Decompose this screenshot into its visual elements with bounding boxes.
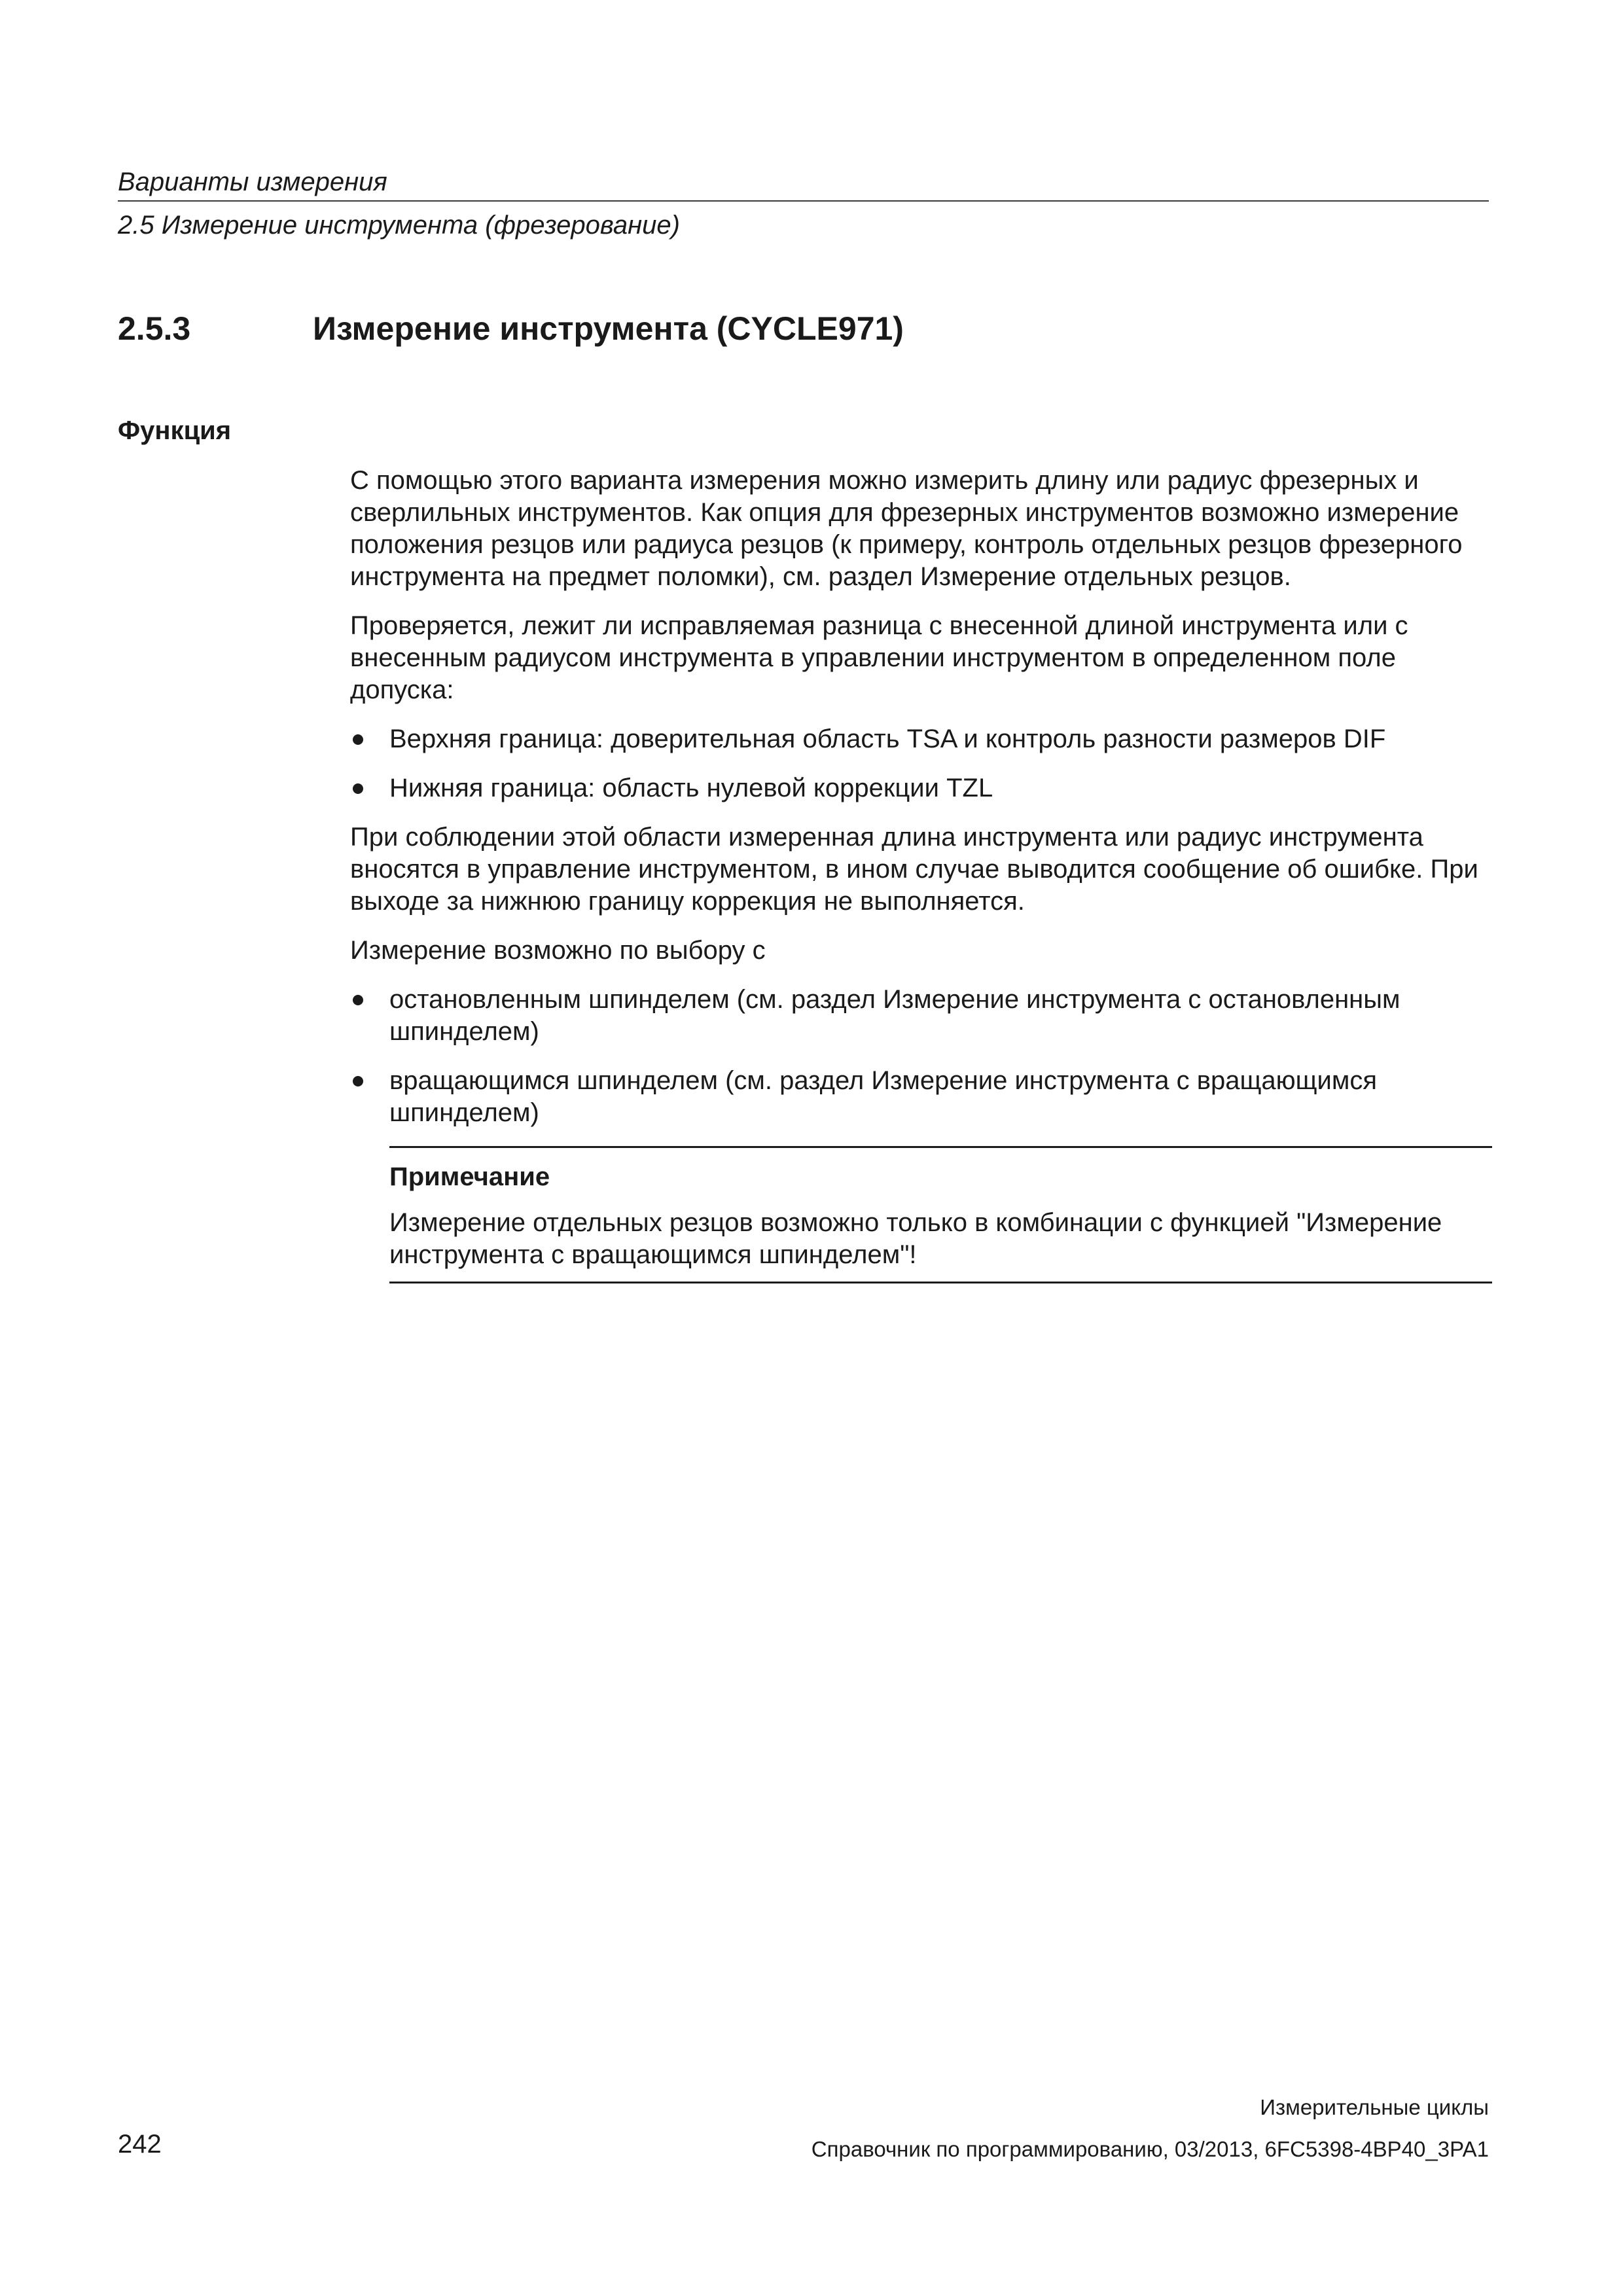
- page-number: 242: [118, 2130, 162, 2159]
- paragraph-result: При соблюдении этой области измеренная длина инструмента или радиус инструмента вносятся в управление инструментом, в ином случае выводится сообщение об ошибке. При выходе за нижнюю границу коррекция не выполняется.: [350, 823, 1478, 916]
- list-item: [350, 1065, 1492, 1129]
- note-title: Примечание: [389, 1162, 550, 1191]
- paragraph-options: Измерение возможно по выбору с: [350, 936, 766, 965]
- list-item-text: Верхняя граница: доверительная область TSA и контроль разности размеров DIF: [389, 725, 1386, 753]
- tolerance-list: [350, 723, 1492, 804]
- list-item-text: остановленным шпинделем (см. раздел Измерение инструмента с остановленным шпинделем): [389, 985, 1400, 1046]
- section-heading: [118, 308, 904, 350]
- note-text: Измерение отдельных резцов возможно только в комбинации с функцией "Измерение инструмента с вращающимся шпинделем"!: [389, 1208, 1442, 1269]
- bullet-icon: [353, 783, 363, 794]
- section-number: 2.5.3: [118, 310, 191, 347]
- note-box: [389, 1146, 1492, 1283]
- running-header-section: 2.5 Измерение инструмента (фрезерование): [118, 211, 680, 240]
- subheading-function: Функция: [118, 416, 232, 445]
- list-item-text: Нижняя граница: область нулевой коррекции TZL: [389, 774, 993, 802]
- footer-reference: Справочник по программированию, 03/2013, 6FC5398-4BP40_3PA1: [811, 2137, 1489, 2161]
- list-item-text: вращающимся шпинделем (см. раздел Измерение инструмента с вращающимся шпинделем): [389, 1066, 1378, 1127]
- list-item: [350, 984, 1492, 1048]
- running-header-chapter: Варианты измерения: [118, 168, 387, 196]
- list-item: [350, 723, 1492, 755]
- list-item: [350, 772, 1492, 804]
- bullet-icon: [353, 1076, 363, 1086]
- bullet-icon: [353, 995, 363, 1005]
- paragraph-tolerance: Проверяется, лежит ли исправляемая разница с внесенной длиной инструмента или с внесенным радиусом инструмента в управлении инструментом в определенном поле допуска:: [350, 611, 1408, 704]
- bullet-icon: [353, 734, 363, 745]
- spindle-options-list: [350, 984, 1492, 1129]
- body-content: [350, 465, 1492, 1283]
- paragraph-intro: С помощью этого варианта измерения можно измерить длину или радиус фрезерных и сверлильных инструментов. Как опция для фрезерных инструментов возможно измерение положения резцов или радиуса резцов (к примеру, контроль отдельных резцов фрезерного инструмента на предмет поломки), см. раздел Измерение отдельных резцов.: [350, 466, 1463, 591]
- section-title: Измерение инструмента (CYCLE971): [313, 310, 904, 347]
- header-divider: [118, 200, 1489, 202]
- footer-book-title: Измерительные циклы: [1260, 2095, 1489, 2119]
